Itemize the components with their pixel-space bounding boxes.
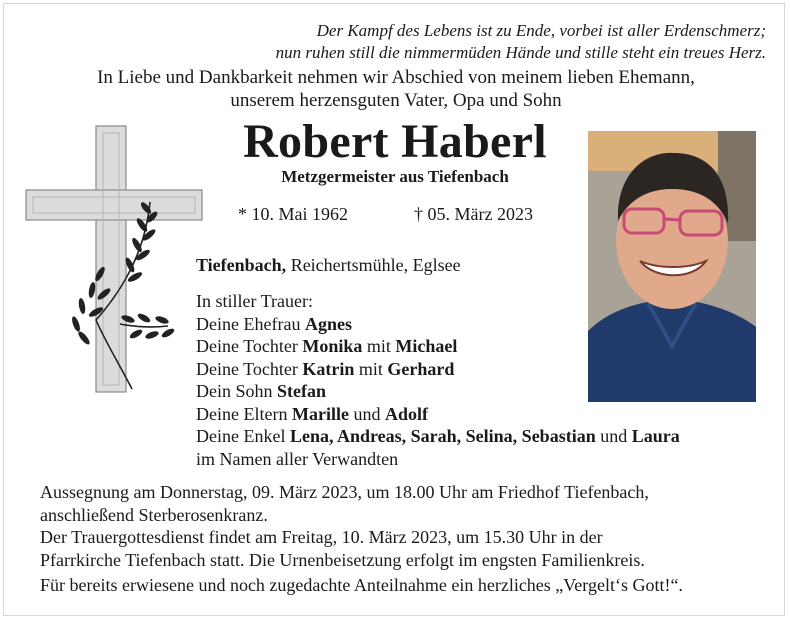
mourner-name: Monika xyxy=(302,336,363,356)
list-item xyxy=(196,403,776,426)
service-line: Der Trauergottesdienst findet am Freitag, 10. März 2023, um 15.30 Uhr in der xyxy=(40,527,603,547)
mourner-name: Marille xyxy=(291,403,349,424)
list-item xyxy=(196,358,776,381)
intro-line: unserem herzensguten Vater, Opa und Sohn xyxy=(230,90,562,111)
service-info xyxy=(40,481,770,571)
mourner-name: Stefan xyxy=(277,381,326,401)
thanks-text: Für bereits erwiesene und noch zugedachte Anteilnahme ein herzliches „Vergelt‘s Gott!“. xyxy=(40,575,683,595)
mourners-list xyxy=(196,290,776,470)
deceased-profession: Metzgermeister aus Tiefenbach xyxy=(281,167,509,186)
poem-line: Der Kampf des Lebens ist zu Ende, vorbei ist aller Erdenschmerz; xyxy=(316,21,766,40)
relation-label: Deine Enkel xyxy=(196,426,290,446)
relatives-line: im Namen aller Verwandten xyxy=(196,448,399,469)
birth-date: * 10. Mai 1962 xyxy=(238,204,348,224)
list-item xyxy=(196,380,776,403)
list-item xyxy=(196,313,776,336)
poem-line: nun ruhen still die nimmermüden Hände und stille steht ein treues Herz. xyxy=(275,43,766,62)
deceased-name: Robert Haberl xyxy=(243,115,547,168)
intro-line: In Liebe und Dankbarkeit nehmen wir Abschied von meinem lieben Ehemann, xyxy=(97,67,695,88)
list-item xyxy=(196,425,776,448)
relation-label: Deine Tochter xyxy=(196,358,303,379)
list-item xyxy=(196,335,776,358)
mourner-name: Gerhard xyxy=(387,358,455,379)
connector-text: mit xyxy=(362,336,396,356)
connector-text: und xyxy=(595,426,632,446)
connector-text: und xyxy=(348,403,385,424)
relation-label: Deine Tochter xyxy=(196,336,303,356)
cross-with-palm-branch-icon xyxy=(24,124,204,394)
residence-main: Tiefenbach, xyxy=(196,255,287,275)
residence-rest: Reichertsmühle, Eglsee xyxy=(286,255,461,275)
service-line: Aussegnung am Donnerstag, 09. März 2023, um 18.00 Uhr am Friedhof Tiefenbach, xyxy=(40,482,649,502)
death-date: † 05. März 2023 xyxy=(414,204,533,224)
service-line: Pfarrkirche Tiefenbach statt. Die Urnenbeisetzung erfolgt im engsten Familienkreis. xyxy=(40,549,645,570)
intro-text xyxy=(20,66,772,112)
mourner-name: Adolf xyxy=(384,403,428,424)
service-line: anschließend Sterberosenkranz. xyxy=(40,504,268,525)
mourner-name: Katrin xyxy=(302,358,355,379)
mourner-name: Agnes xyxy=(304,313,352,334)
relation-label: Deine Ehefrau xyxy=(196,313,305,334)
relation-label: Deine Eltern xyxy=(196,403,292,424)
mourner-name: Laura xyxy=(631,426,680,446)
poem xyxy=(46,20,766,64)
mourner-name: Michael xyxy=(395,336,458,356)
relation-label: Dein Sohn xyxy=(196,381,277,401)
residence xyxy=(196,254,461,276)
mourners-heading: In stiller Trauer: xyxy=(196,291,313,311)
connector-text: mit xyxy=(354,358,388,379)
mourner-name: Lena, Andreas, Sarah, Selina, Sebastian xyxy=(289,426,596,446)
